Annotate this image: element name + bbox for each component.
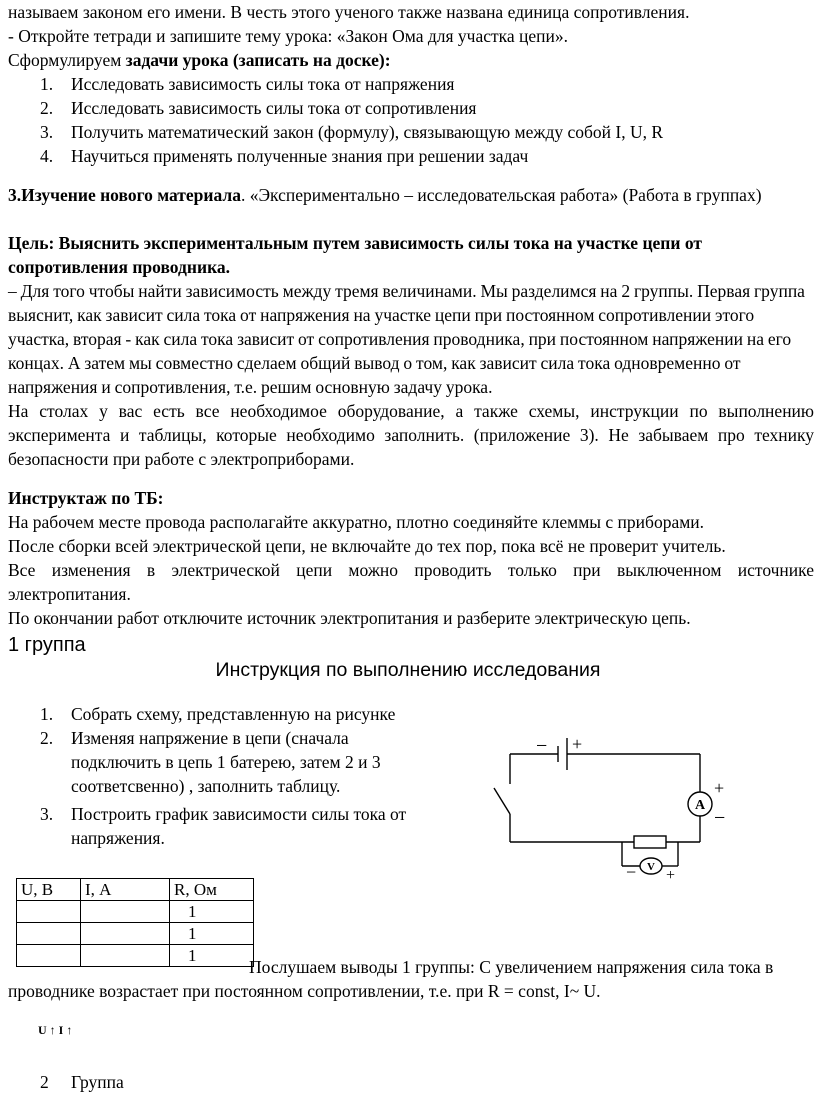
- task-item: Исследовать зависимость силы тока от напряжения: [71, 74, 455, 94]
- task-number: 1.: [40, 74, 54, 94]
- step-number: 2.: [40, 728, 54, 748]
- task-number: 2.: [40, 98, 54, 118]
- instruction-title: Инструкция по выполнению исследования: [215, 659, 601, 681]
- ammeter-plus-label: +: [714, 778, 725, 798]
- voltmeter-minus-label: −: [626, 862, 637, 882]
- table-header-cell: I, А: [81, 879, 170, 901]
- table-header-cell: U, В: [17, 879, 81, 901]
- group2-number: 2: [40, 1072, 49, 1092]
- group1-title: 1 группа: [8, 634, 86, 656]
- task-item: Исследовать зависимость силы тока от сопротивления: [71, 98, 477, 118]
- task-item: Научиться применять полученные знания при решении задач: [71, 146, 529, 166]
- table-cell[interactable]: [81, 945, 170, 967]
- intro-line-1: называем законом его имени. В честь этого ученого также названа единица сопротивления.: [8, 2, 690, 22]
- section3-heading: [8, 183, 814, 207]
- table-cell[interactable]: [81, 923, 170, 945]
- task-number: 3.: [40, 122, 54, 142]
- table-cell[interactable]: [17, 923, 81, 945]
- table-cell: 1: [170, 945, 254, 967]
- safety-line: На рабочем месте провода располагайте аккуратно, плотно соединяйте клеммы с приборами.: [8, 512, 705, 532]
- table-row: [17, 901, 254, 923]
- ammeter-label: A: [694, 798, 706, 813]
- group1-conclusion-line-2: проводнике возрастает при постоянном сопротивлении, т.е. при R = const, I~ U.: [8, 981, 601, 1001]
- section3-paragraph-2: На столах у вас есть все необходимое оборудование, а также схемы, инструкции по выполнению эксперимента и таблицы, которые необходимо заполнить. (приложение 3). Не забываем про технику безопасности при работе с электроприборами.: [8, 401, 814, 469]
- safety-line: По окончании работ отключите источник электропитания и разберите электрическую цепь.: [8, 608, 691, 628]
- table-row: [17, 923, 254, 945]
- table-cell[interactable]: [17, 901, 81, 923]
- table-cell[interactable]: [17, 945, 81, 967]
- safety-heading: Инструктаж по ТБ:: [8, 488, 164, 508]
- table-header-row: [17, 879, 254, 901]
- group1-conclusion-line-1: Послушаем выводы 1 группы: С увеличением напряжения сила тока в: [249, 957, 774, 977]
- step-item: Построить график зависимости силы тока от напряжения.: [71, 804, 407, 848]
- intro-line-2: - Откройте тетради и запишите тему урока: «Закон Ома для участка цепи».: [8, 26, 569, 46]
- section3-goal: Цель: Выяснить экспериментальным путем зависимость силы тока на участке цепи от сопротивления проводника.: [8, 233, 702, 277]
- task-number: 4.: [40, 146, 54, 166]
- safety-line: Все изменения в электрической цепи можно проводить только при выключенном источнике электропитания.: [8, 560, 814, 604]
- step-number: 3.: [40, 804, 54, 824]
- section3-heading-rest: . «Экспериментально – исследовательская работа» (Работа в группах): [240, 185, 762, 205]
- results-table: [16, 878, 254, 967]
- step-item: Изменяя напряжение в цепи (сначала подключить в цепь 1 батерею, затем 2 и 3 соответсвенно) , заполнить таблицу.: [71, 728, 381, 796]
- table-header-cell: R, Ом: [170, 879, 254, 901]
- section3-heading-bold: 3.Изучение нового материала: [8, 185, 241, 205]
- battery-plus-label: +: [572, 734, 583, 754]
- circuit-diagram: [488, 732, 738, 882]
- step-number: 1.: [40, 704, 54, 724]
- table-row: [17, 945, 254, 967]
- resistor-symbol: [634, 836, 666, 848]
- tasks-bold: задачи урока (записать на доске):: [125, 50, 391, 70]
- section3-paragraph-1: – Для того чтобы найти зависимость между тремя величинами. Мы разделимся на 2 группы. Первая группа выяснит, как зависит сила тока от напряжения на участке цепи при постоянном сопротивлении этого участка, вторая - как сила тока зависит от сопротивления проводника, при постоянном напряжении на его концах. А затем мы совместно сделаем общий вывод о том, как зависит сила тока одновременно от напряжения и сопротивления, т.е. решим основную задачу урока.: [8, 281, 805, 397]
- battery-minus-label: −: [536, 735, 548, 757]
- group2-title: Группа: [71, 1072, 124, 1092]
- arrows-note: U ↑ I ↑: [38, 1023, 73, 1037]
- table-cell[interactable]: [81, 901, 170, 923]
- table-cell: 1: [170, 923, 254, 945]
- switch-symbol: [494, 788, 510, 814]
- tasks-prefix: Сформулируем: [8, 50, 126, 70]
- ammeter-minus-label: −: [714, 807, 726, 829]
- voltmeter-plus-label: +: [666, 867, 676, 882]
- voltmeter-label: V: [647, 861, 655, 873]
- safety-line: После сборки всей электрической цепи, не включайте до тех пор, пока всё не проверит учитель.: [8, 536, 726, 556]
- tasks-heading: [8, 48, 391, 72]
- table-cell: 1: [170, 901, 254, 923]
- task-item: Получить математический закон (формулу), связывающую между собой I, U, R: [71, 122, 664, 142]
- step-item: Собрать схему, представленную на рисунке: [71, 704, 396, 724]
